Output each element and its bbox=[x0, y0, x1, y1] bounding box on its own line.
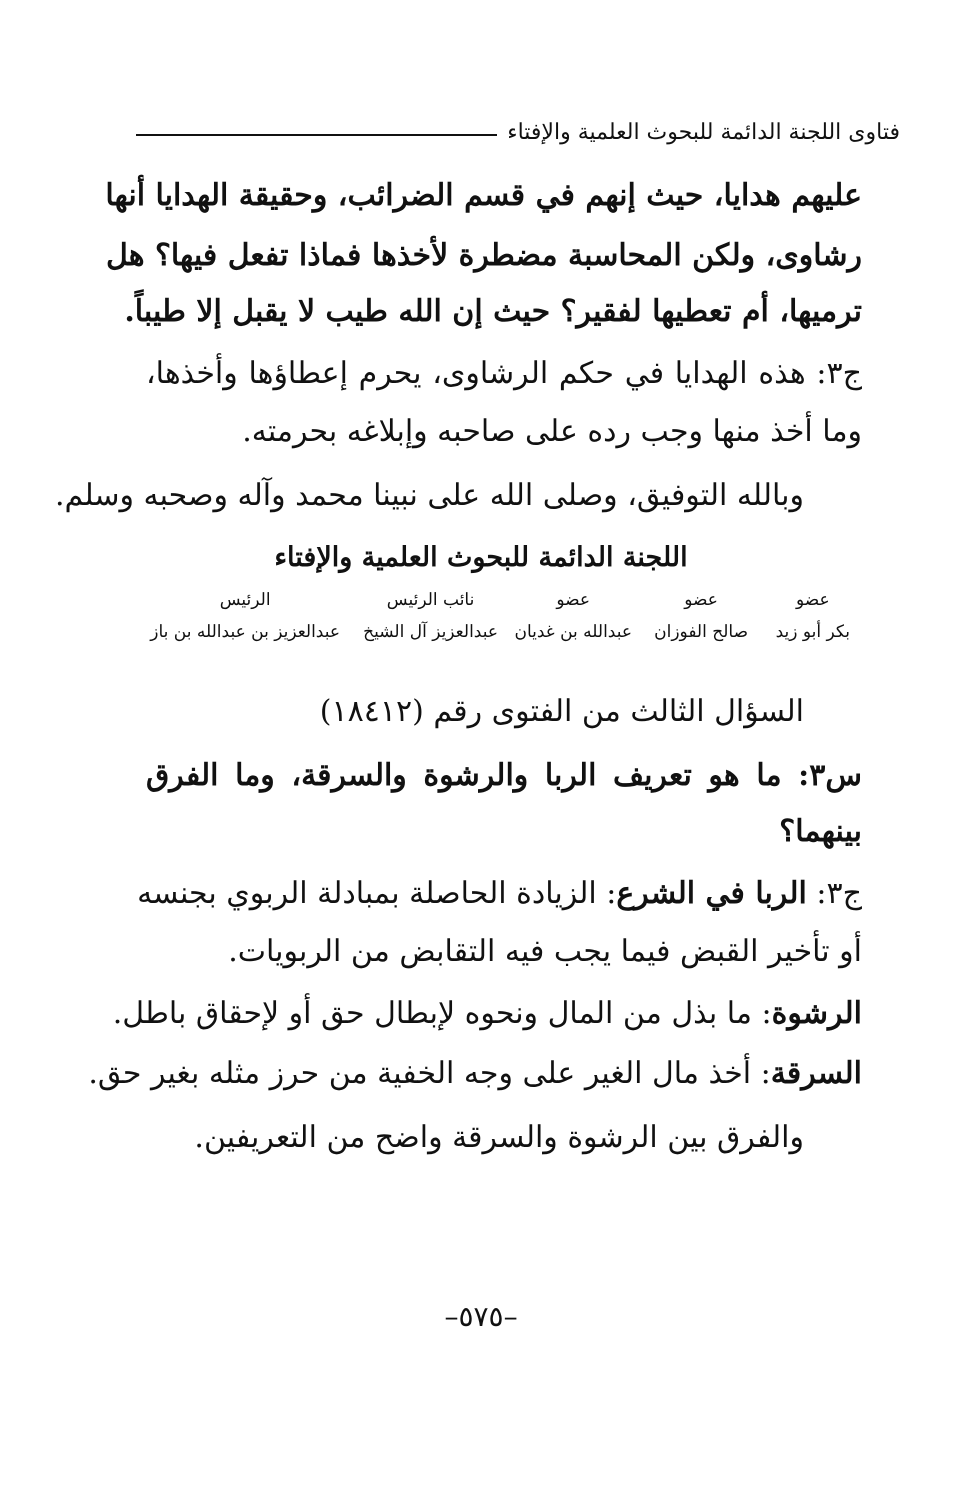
answer-prefix: ج٣: bbox=[806, 876, 862, 911]
signature-member bbox=[150, 590, 340, 642]
committee-title: اللجنة الدائمة للبحوث العلمية والإفتاء bbox=[274, 542, 688, 573]
member-name: بكر أبو زيد bbox=[775, 622, 850, 642]
page-number: – ٥٧٥ – bbox=[0, 1300, 962, 1333]
riba-definition: : الزيادة الحاصلة بمبادلة الربوي بجنسه bbox=[137, 876, 617, 911]
bribery-line bbox=[112, 996, 862, 1032]
theft-line bbox=[88, 1056, 862, 1092]
member-role: نائب الرئيس bbox=[386, 590, 475, 610]
question-continued-line: ترميها، أم تعطيها لفقير؟ حيث إن الله طيب لا يقبل إلا طيباً. bbox=[124, 294, 862, 329]
signature-member bbox=[363, 590, 498, 642]
signature-member bbox=[514, 590, 632, 642]
section-heading: السؤال الثالث من الفتوى رقم (١٨٤١٢) bbox=[319, 694, 804, 729]
bribery-definition: : ما بذل من المال ونحوه لإبطال حق أو لإحقاق باطل. bbox=[112, 996, 772, 1031]
member-role: عضو bbox=[795, 590, 830, 610]
member-name: صالح الفوزان bbox=[654, 622, 748, 642]
question-continued-line: رشاوى، ولكن المحاسبة مضطرة لأخذها فماذا تفعل فيها؟ هل bbox=[106, 238, 862, 273]
member-role: الرئيس bbox=[219, 590, 271, 610]
question-line: بينهما؟ bbox=[779, 814, 862, 849]
theft-term: السرقة bbox=[770, 1056, 862, 1091]
theft-definition: : أخذ مال الغير على وجه الخفية من حرز مثله بغير حق. bbox=[88, 1056, 771, 1091]
bribery-term: الرشوة bbox=[771, 996, 862, 1031]
question-continued-line: عليهم هدايا، حيث إنهم في قسم الضرائب، وحقيقة الهدايا أنها bbox=[105, 178, 862, 213]
member-role: عضو bbox=[684, 590, 718, 610]
answer-line: أو تأخير القبض فيما يجب فيه التقابض من الربويات. bbox=[228, 934, 862, 969]
member-name: عبدالعزيز آل الشيخ bbox=[363, 622, 498, 642]
member-name: عبدالعزيز بن عبدالله بن باز bbox=[150, 622, 340, 642]
answer-line bbox=[137, 876, 862, 912]
header-rule bbox=[136, 134, 497, 136]
member-name: عبدالله بن غديان bbox=[514, 622, 632, 642]
signature-member bbox=[654, 590, 748, 642]
question-line: س٣: ما هو تعريف الربا والرشوة والسرقة، وما الفرق bbox=[146, 758, 862, 793]
running-header bbox=[136, 116, 900, 148]
answer-prev-line: ج٣: هذه الهدايا في حكم الرشاوى، يحرم إعطاؤها وأخذها، bbox=[146, 356, 862, 391]
difference-line: والفرق بين الرشوة والسرقة واضح من التعريفين. bbox=[194, 1120, 804, 1155]
signature-block bbox=[150, 590, 850, 660]
signature-member bbox=[776, 590, 850, 642]
member-role: عضو bbox=[556, 590, 591, 610]
running-header-title: فتاوى اللجنة الدائمة للبحوث العلمية والإفتاء bbox=[507, 119, 900, 145]
answer-prev-line: وما أخذ منها وجب رده على صاحبه وإبلاغه بحرمته. bbox=[242, 414, 862, 449]
closing-text: وبالله التوفيق، وصلى الله على نبينا محمد وآله وصحبه وسلم. bbox=[54, 478, 804, 513]
riba-term: الربا في الشرع bbox=[616, 876, 807, 911]
